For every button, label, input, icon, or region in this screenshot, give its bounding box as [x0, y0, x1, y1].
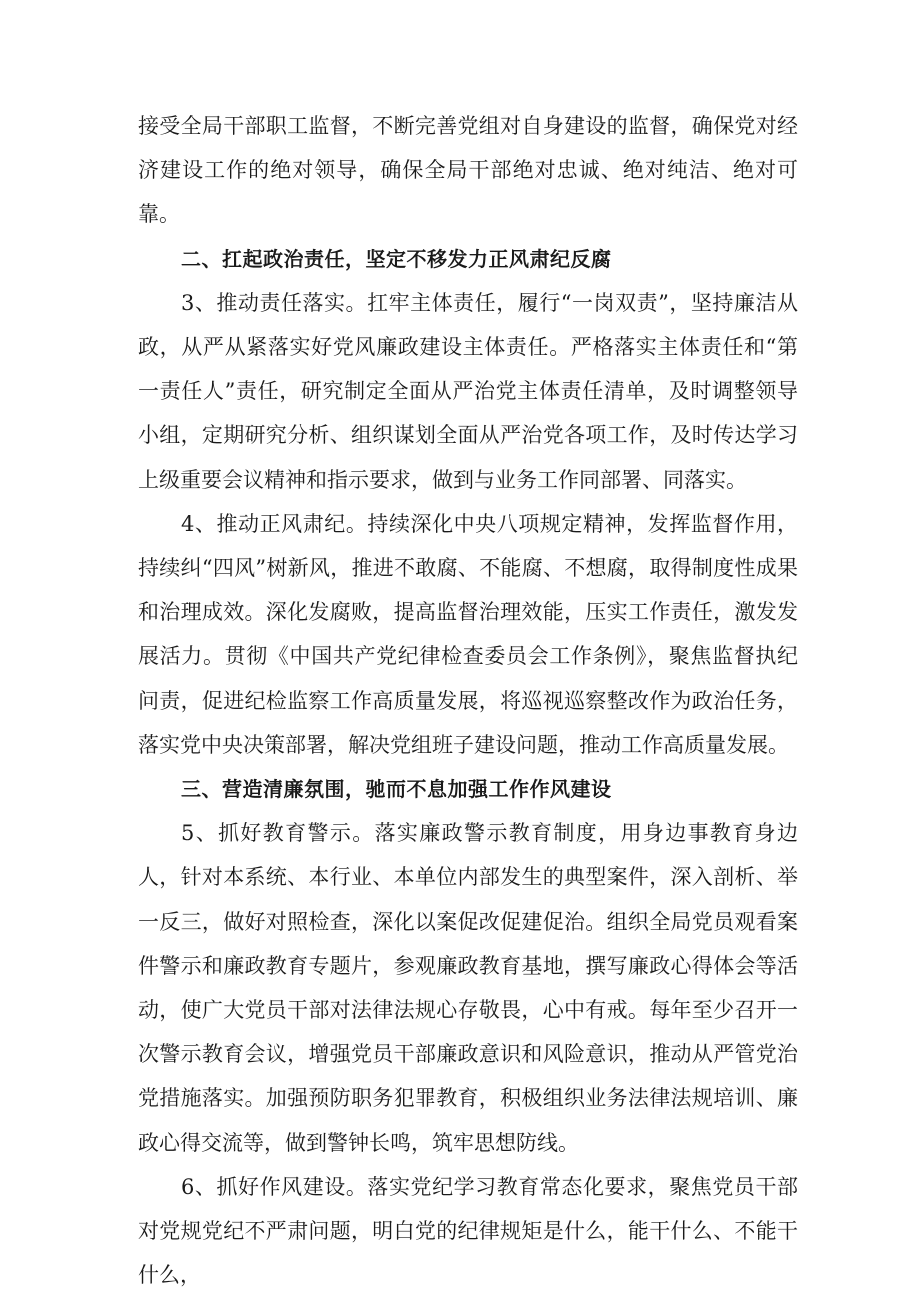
paragraph-continuation: 接受全局干部职工监督，不断完善党组对自身建设的监督，确保党对经济建设工作的绝对领导，确保全局干部绝对忠诚、绝对纯洁、绝对可靠。 — [138, 114, 798, 227]
section-heading-2: 二、扛起政治责任，坚定不移发力正风肃纪反腐 — [181, 246, 612, 271]
section-heading-3: 三、营造清廉氛围，驰而不息加强工作作风建设 — [181, 777, 612, 802]
paragraph-item-5: 5、抓好教育警示。落实廉政警示教育制度，用身边事教育身边人，针对本系统、本行业、本单位内部发生的典型案件，深入剖析、举一反三，做好对照检查，深化以案促改促建促治。组织全局党员观看案件警示和廉政教育专题片，参观廉政教育基地，撰写廉政心得体会等活动，使广大党员干部对法律法规心存敬畏，心中有戒。每年至少召开一次警示教育会议，增强党员干部廉政意识和风险意识，推动从严管党治党措施落实。加强预防职务犯罪教育，积极组织业务法律法规培训、廉政心得交流等，做到警钟长鸣，筑牢思想防线。 — [138, 821, 798, 1155]
paragraph-item-3: 3、推动责任落实。扛牢主体责任，履行“一岗双责”，坚持廉洁从政，从严从紧落实好党风廉政建设主体责任。严格落实主体责任和“第一责任人”责任，研究制定全面从严治党主体责任清单，及时调整领导小组，定期研究分析、组织谋划全面从严治党各项工作，及时传达学习上级重要会议精神和指示要求，做到与业务工作同部署、同落实。 — [138, 290, 798, 492]
paragraph-item-6: 6、抓好作风建设。落实党纪学习教育常态化要求，聚焦党员干部对党规党纪不严肃问题，明白党的纪律规矩是什么，能干什么、不能干什么， — [138, 1174, 798, 1288]
paragraph-item-4: 4、推动正风肃纪。持续深化中央八项规定精神，发挥监督作用，持续纠“四风”树新风，推进不敢腐、不能腐、不想腐，取得制度性成果和治理成效。深化发腐败，提高监督治理效能，压实工作责任，激发发展活力。贯彻《中国共产党纪律检查委员会工作条例》，聚焦监督执纪问责，促进纪检监察工作高质量发展，将巡视巡察整改作为政治任务，落实党中央决策部署，解决党组班子建设问题，推动工作高质量发展。 — [138, 511, 798, 757]
document-body — [138, 104, 798, 1297]
